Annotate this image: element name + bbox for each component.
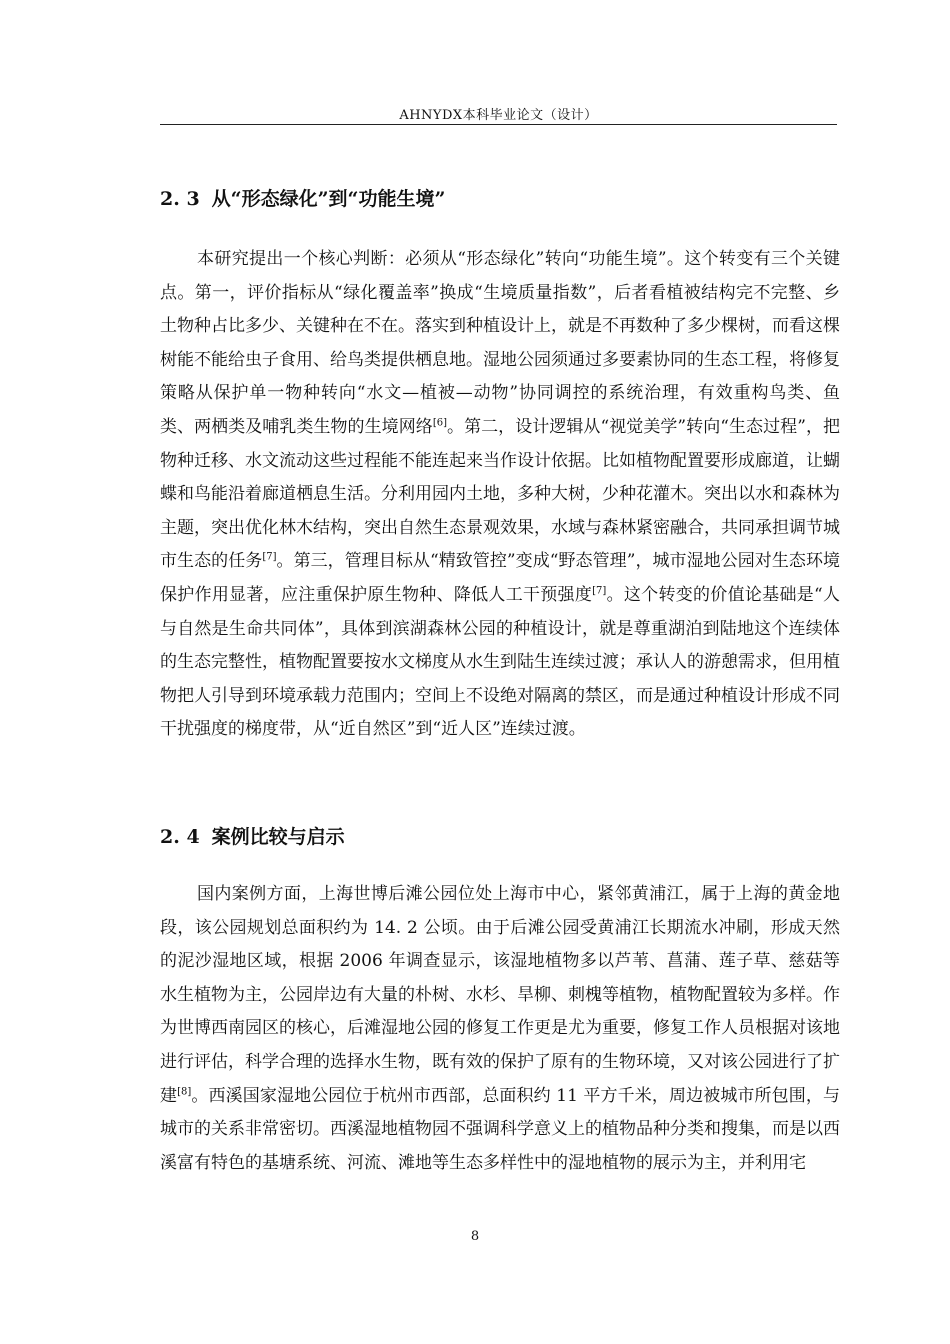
header-rule	[160, 124, 837, 125]
section-number: 2. 3	[160, 188, 200, 210]
paragraph-text: 。这个转变的价值论基础是“人与自然是生命共同体”，具体到滨湖森林公园的种植设计，就是尊重湖泊到陆地这个连续体的生态完整性，植物配置要按水文梯度从水生到陆生连续过渡；承认人的游憩需求，但用植物把人引导到环境承载力范围内；空间上不设绝对隔离的禁区，而是通过种植设计形成不同干扰强度的梯度带，从“近自然区”到“近人区”连续过渡。	[160, 584, 840, 740]
paragraph-text: 本研究提出一个核心判断：必须从“形态绿化”转向“功能生境”。这个转变有三个关键点。第一，评价指标从“绿化覆盖率”换成“生境质量指数”，后者看植被结构完不完整、乡土物种占比多少、关键种在不在。落实到种植设计上，就是不再数种了多少棵树，而看这棵树能不能给虫子食用、给鸟类提供栖息地。湿地公园须通过多要素协同的生态工程，将修复策略从保护单一物种转向“水文—植被—动物”协同调控的系统治理，有效重构鸟类、鱼类、两栖类及哺乳类生物的生境网络	[160, 249, 840, 437]
section-number: 2. 4	[160, 826, 200, 848]
citation-ref: [7]	[262, 551, 277, 563]
section-title: 从“形态绿化”到“功能生境”	[211, 188, 446, 210]
citation-ref: [6]	[432, 417, 447, 429]
paragraph-2-4	[160, 878, 840, 1180]
paragraph-text: 。第二，设计逻辑从“视觉美学”转向“生态过程”，把物种迁移、水文流动这些过程能不能连起来当作设计依据。比如植物配置要形成廊道，让蝴蝶和鸟能沿着廊道栖息生活。分利用园内土地，多种大树，少种花灌木。突出以水和森林为主题，突出优化林木结构，突出自然生态景观效果，水域与森林紧密融合，共同承担调节城市生态的任务	[160, 416, 841, 572]
citation-ref: [7]	[592, 585, 607, 597]
page-number: 8	[470, 1229, 480, 1244]
paragraph-text: 。西溪国家湿地公园位于杭州市西部，总面积约 11 平方千米，周边被城市所包围，与城市的关系非常密切。西溪湿地植物园不强调科学意义上的植物品种分类和搜集，而是以西溪富有特色的基塘系统、河流、滩地等生态多样性中的湿地植物的展示为主，并利用宅	[160, 1085, 840, 1173]
running-header: AHNYDX本科毕业论文（设计）	[399, 108, 598, 123]
section-heading-2-4	[160, 822, 345, 849]
paragraph-text: 。第三，管理目标从“精致管控”变成“野态管理”，城市湿地公园对生态环境保护作用显著，应注重保护原生物种、降低人工干预强度	[160, 551, 841, 605]
paragraph-2-3	[160, 243, 840, 747]
section-heading-2-3	[160, 184, 445, 211]
section-title: 案例比较与启示	[211, 826, 345, 848]
paragraph-text: 国内案例方面，上海世博后滩公园位处上海市中心，紧邻黄浦江，属于上海的黄金地段，该公园规划总面积约为 14. 2 公顷。由于后滩公园受黄浦江长期流水冲刷，形成天然的泥沙湿地区域，根据 2006 年调查显示，该湿地植物多以芦苇、菖蒲、莲子草、慈菇等水生植物为主，公园岸边有大量的朴树、水杉、旱柳、刺槐等植物，植物配置较为多样。作为世博西南园区的核心，后滩湿地公园的修复工作更是尤为重要，修复工作人员根据对该地进行评估，科学合理的选择水生物，既有效的保护了原有的生物环境，又对该公园进行了扩建	[160, 884, 840, 1106]
citation-ref: [8]	[177, 1085, 192, 1097]
